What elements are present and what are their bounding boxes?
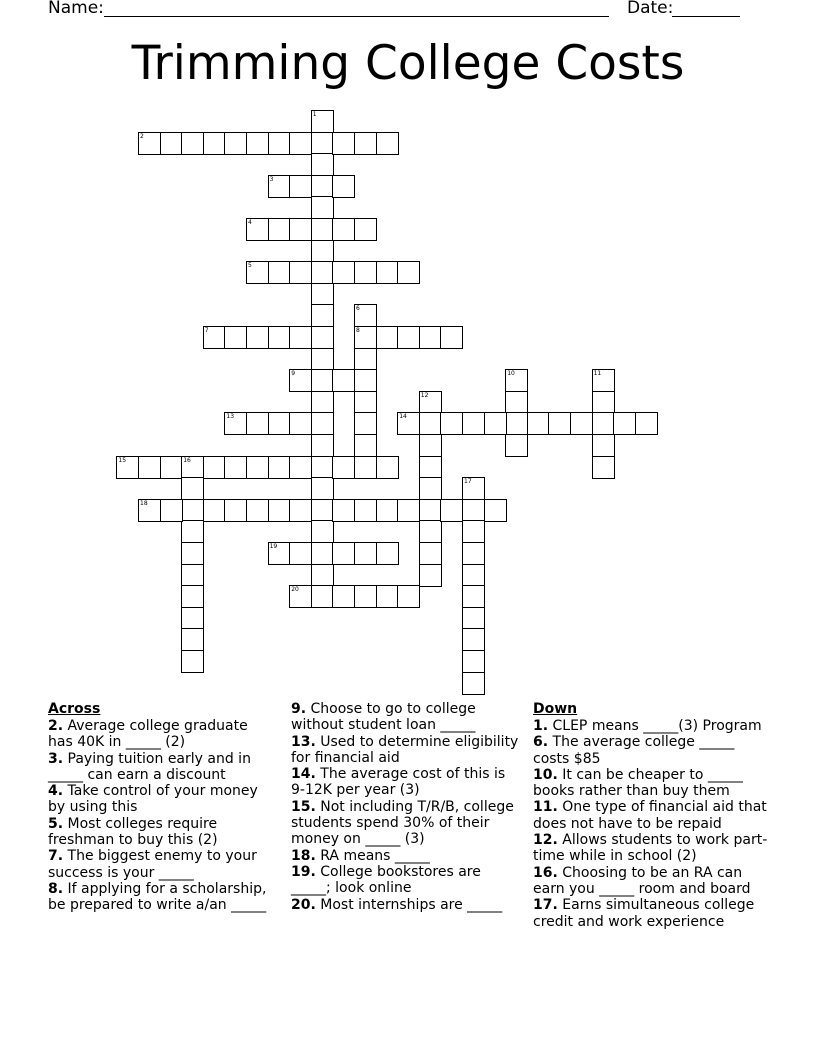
grid-cell[interactable] xyxy=(505,369,528,392)
grid-cell[interactable] xyxy=(332,456,355,479)
grid-cell[interactable] xyxy=(376,132,399,155)
puzzle-title: Trimming College Costs xyxy=(131,36,685,91)
grid-cell[interactable] xyxy=(181,520,204,543)
grid-cell[interactable] xyxy=(246,456,269,479)
grid-cell[interactable] xyxy=(376,261,399,284)
clue-across-19: 19. College bookstores are _____; look online xyxy=(291,863,481,897)
grid-cell[interactable] xyxy=(419,477,442,500)
cell-number: 10 xyxy=(507,370,515,378)
grid-cell[interactable] xyxy=(311,369,334,392)
grid-cell[interactable] xyxy=(311,434,334,457)
grid-cell[interactable] xyxy=(419,391,442,414)
grid-cell[interactable] xyxy=(332,175,355,198)
grid-cell[interactable] xyxy=(224,412,247,435)
clue-down-10: 10. It can be cheaper to _____ books rather than buy them xyxy=(533,766,743,800)
grid-cell[interactable] xyxy=(311,391,334,414)
down-clues-column xyxy=(533,701,773,930)
grid-cell[interactable] xyxy=(397,261,420,284)
grid-cell[interactable] xyxy=(354,585,377,608)
grid-cell[interactable] xyxy=(224,326,247,349)
clue-across-7: 7. The biggest enemy to your success is your _____ xyxy=(48,848,257,881)
grid-cell[interactable] xyxy=(289,218,312,241)
grid-cell[interactable] xyxy=(224,499,247,522)
clue-across-15: 15. Not including T/R/B, college students spend 30% of their money on _____ (3) xyxy=(291,798,514,848)
cell-number: 18 xyxy=(140,499,148,507)
cell-number: 19 xyxy=(269,543,278,550)
grid-cell[interactable] xyxy=(181,607,204,630)
grid-cell[interactable] xyxy=(311,196,334,219)
grid-cell[interactable] xyxy=(419,434,442,457)
grid-cell[interactable] xyxy=(397,326,420,349)
grid-cell[interactable] xyxy=(246,412,269,435)
grid-cell[interactable] xyxy=(462,628,485,651)
grid-cell[interactable] xyxy=(311,132,334,155)
grid-cell[interactable] xyxy=(289,261,312,284)
grid-cell[interactable] xyxy=(203,499,226,522)
grid-cell[interactable] xyxy=(462,520,485,543)
cell-number: 11 xyxy=(593,370,602,378)
grid-cell[interactable] xyxy=(311,283,334,306)
grid-cell[interactable] xyxy=(635,412,658,435)
grid-cell[interactable] xyxy=(332,261,355,284)
grid-cell[interactable] xyxy=(246,218,269,241)
grid-cell[interactable] xyxy=(289,175,312,198)
grid-cell[interactable] xyxy=(311,218,334,241)
grid-cell[interactable] xyxy=(419,412,442,435)
grid-cell[interactable] xyxy=(376,326,399,349)
grid-cell[interactable] xyxy=(419,456,442,479)
grid-cell[interactable] xyxy=(354,391,377,414)
grid-cell[interactable] xyxy=(181,499,204,522)
across-heading: Across xyxy=(48,701,101,717)
clue-across-13: 13. Used to determine eligibility for financial aid xyxy=(291,733,519,766)
grid-cell[interactable] xyxy=(354,304,377,327)
grid-cell[interactable] xyxy=(332,542,355,565)
grid-cell[interactable] xyxy=(354,369,377,392)
grid-cell[interactable] xyxy=(376,499,399,522)
grid-cell[interactable] xyxy=(419,326,442,349)
grid-cell[interactable] xyxy=(397,412,420,435)
grid-cell[interactable] xyxy=(311,564,334,587)
grid-cell[interactable] xyxy=(268,412,291,435)
cell-number: 12 xyxy=(420,391,429,399)
cell-number: 1 xyxy=(312,111,317,118)
grid-cell[interactable] xyxy=(484,412,507,435)
grid-cell[interactable] xyxy=(160,499,183,522)
cell-number: 7 xyxy=(204,327,209,334)
grid-cell[interactable] xyxy=(311,499,334,522)
grid-cell[interactable] xyxy=(354,542,377,565)
cell-number: 16 xyxy=(183,456,191,464)
grid-cell[interactable] xyxy=(462,607,485,630)
grid-cell[interactable] xyxy=(289,369,312,392)
clue-across-8: 8. If applying for a scholarship, be prepared to write a/an _____ xyxy=(48,880,267,914)
grid-cell[interactable] xyxy=(419,564,442,587)
grid-cell[interactable] xyxy=(419,499,442,522)
grid-cell[interactable] xyxy=(289,132,312,155)
grid-cell[interactable] xyxy=(268,218,291,241)
grid-cell[interactable] xyxy=(246,326,269,349)
grid-cell[interactable] xyxy=(332,218,355,241)
grid-cell[interactable] xyxy=(419,520,442,543)
cell-number: 8 xyxy=(356,327,360,334)
grid-cell[interactable] xyxy=(527,412,550,435)
grid-cell[interactable] xyxy=(505,391,528,414)
grid-cell[interactable] xyxy=(224,456,247,479)
clue-across-2: 2. Average college graduate has 40K in _____ (2) xyxy=(48,718,248,751)
clue-across-9: 9. Choose to go to college without student loan _____ xyxy=(291,701,476,734)
grid-cell[interactable] xyxy=(138,456,161,479)
grid-cell[interactable] xyxy=(268,132,291,155)
grid-cell[interactable] xyxy=(440,499,463,522)
name-label: Name: xyxy=(48,0,104,18)
grid-cell[interactable] xyxy=(311,348,334,371)
grid-cell[interactable] xyxy=(505,434,528,457)
grid-cell[interactable] xyxy=(440,412,463,435)
grid-cell[interactable] xyxy=(181,585,204,608)
grid-cell[interactable] xyxy=(224,132,247,155)
grid-cell[interactable] xyxy=(289,412,312,435)
grid-cell[interactable] xyxy=(592,434,615,457)
grid-cell[interactable] xyxy=(311,456,334,479)
grid-cell[interactable] xyxy=(354,434,377,457)
grid-cell[interactable] xyxy=(203,132,226,155)
grid-cell[interactable] xyxy=(613,412,636,435)
cell-number: 9 xyxy=(291,370,296,378)
cell-number: 15 xyxy=(118,456,127,464)
grid-cell[interactable] xyxy=(246,261,269,284)
grid-cell[interactable] xyxy=(354,261,377,284)
grid-cell[interactable] xyxy=(289,456,312,479)
grid-cell[interactable] xyxy=(138,499,161,522)
grid-cell[interactable] xyxy=(246,132,269,155)
clue-down-16: 16. Choosing to be an RA can earn you _____ room and board xyxy=(533,864,751,897)
grid-cell[interactable] xyxy=(311,261,334,284)
grid-cell[interactable] xyxy=(268,456,291,479)
grid-cell[interactable] xyxy=(592,369,615,392)
cell-number: 5 xyxy=(248,262,252,270)
grid-cell[interactable] xyxy=(181,542,204,565)
grid-cell[interactable] xyxy=(548,412,571,435)
grid-cell[interactable] xyxy=(354,132,377,155)
grid-cell[interactable] xyxy=(311,175,334,198)
grid-cell[interactable] xyxy=(268,542,291,565)
grid-cell[interactable] xyxy=(376,585,399,608)
cell-number: 17 xyxy=(464,478,472,486)
grid-cell[interactable] xyxy=(592,412,615,435)
grid-cell[interactable] xyxy=(354,456,377,479)
grid-cell[interactable] xyxy=(181,650,204,673)
grid-cell[interactable] xyxy=(440,326,463,349)
grid-cell[interactable] xyxy=(160,132,183,155)
grid-cell[interactable] xyxy=(462,477,485,500)
grid-cell[interactable] xyxy=(462,672,485,695)
grid-cell[interactable] xyxy=(138,132,161,155)
grid-cell[interactable] xyxy=(354,218,377,241)
grid-cell[interactable] xyxy=(311,542,334,565)
grid-cell[interactable] xyxy=(289,326,312,349)
grid-cell[interactable] xyxy=(354,326,377,349)
grid-cell[interactable] xyxy=(354,412,377,435)
grid-cell[interactable] xyxy=(311,153,334,176)
grid-cell[interactable] xyxy=(289,499,312,522)
clue-down-12: 12. Allows students to work part-time while in school (2) xyxy=(533,832,768,865)
clue-across-5: 5. Most colleges require freshman to buy this (2) xyxy=(48,815,218,849)
grid-cell[interactable] xyxy=(484,499,507,522)
grid-cell[interactable] xyxy=(376,542,399,565)
grid-cell[interactable] xyxy=(332,499,355,522)
grid-cell[interactable] xyxy=(181,456,204,479)
clue-across-18: 18. RA means _____ xyxy=(291,847,430,864)
grid-cell[interactable] xyxy=(354,499,377,522)
cell-number: 20 xyxy=(291,586,299,594)
down-heading: Down xyxy=(533,701,578,717)
grid-cell[interactable] xyxy=(311,304,334,327)
cell-number: 14 xyxy=(399,413,407,421)
grid-cell[interactable] xyxy=(181,132,204,155)
grid-cell[interactable] xyxy=(311,110,334,133)
grid-cell[interactable] xyxy=(246,499,269,522)
cell-number: 4 xyxy=(248,219,252,226)
grid-cell[interactable] xyxy=(203,326,226,349)
across-clues-column-2 xyxy=(291,701,521,913)
grid-cell[interactable] xyxy=(397,499,420,522)
grid-cell[interactable] xyxy=(181,477,204,500)
grid-cell[interactable] xyxy=(592,456,615,479)
grid-cell[interactable] xyxy=(268,499,291,522)
grid-cell[interactable] xyxy=(332,132,355,155)
grid-cell[interactable] xyxy=(181,564,204,587)
grid-cell[interactable] xyxy=(332,585,355,608)
clue-across-14: 14. The average cost of this is 9-12K per year (3) xyxy=(291,766,506,799)
grid-cell[interactable] xyxy=(181,628,204,651)
cell-number: 6 xyxy=(356,305,360,313)
clue-down-11: 11. One type of financial aid that does not have to be repaid xyxy=(533,799,767,832)
grid-cell[interactable] xyxy=(419,542,442,565)
grid-cell[interactable] xyxy=(160,456,183,479)
clue-down-6: 6. The average college _____ costs $85 xyxy=(533,734,735,767)
grid-cell[interactable] xyxy=(268,175,291,198)
grid-cell[interactable] xyxy=(289,542,312,565)
grid-cell[interactable] xyxy=(505,412,528,435)
grid-cell[interactable] xyxy=(462,542,485,565)
across-clues-column-1 xyxy=(48,701,273,914)
clue-across-4: 4. Take control of your money by using this xyxy=(48,783,258,816)
grid-cell[interactable] xyxy=(462,499,485,522)
grid-cell[interactable] xyxy=(592,391,615,414)
grid-cell[interactable] xyxy=(203,456,226,479)
grid-cell[interactable] xyxy=(311,326,334,349)
grid-cell[interactable] xyxy=(376,456,399,479)
grid-cell[interactable] xyxy=(462,650,485,673)
grid-cell[interactable] xyxy=(570,412,593,435)
grid-cell[interactable] xyxy=(289,585,312,608)
clue-down-17: 17. Earns simultaneous college credit and work experience xyxy=(533,897,755,930)
grid-cell[interactable] xyxy=(311,585,334,608)
date-label: Date: xyxy=(627,0,674,18)
grid-cell[interactable] xyxy=(397,585,420,608)
grid-cell[interactable] xyxy=(354,348,377,371)
grid-cell[interactable] xyxy=(332,369,355,392)
grid-cell[interactable] xyxy=(268,326,291,349)
cell-number: 2 xyxy=(140,132,144,140)
grid-cell[interactable] xyxy=(311,412,334,435)
clue-across-20: 20. Most internships are _____ xyxy=(291,896,503,913)
grid-cell[interactable] xyxy=(116,456,139,479)
clue-down-1: 1. CLEP means _____(3) Program xyxy=(533,718,762,734)
grid-cell[interactable] xyxy=(268,261,291,284)
grid-cell[interactable] xyxy=(311,240,334,263)
grid-cell[interactable] xyxy=(311,477,334,500)
grid-cell[interactable] xyxy=(462,585,485,608)
grid-cell[interactable] xyxy=(462,412,485,435)
cell-number: 3 xyxy=(269,175,274,183)
cell-number: 13 xyxy=(226,413,235,421)
grid-cell[interactable] xyxy=(311,520,334,543)
grid-cell[interactable] xyxy=(462,564,485,587)
clue-across-3: 3. Paying tuition early and in _____ can earn a discount xyxy=(48,750,251,783)
